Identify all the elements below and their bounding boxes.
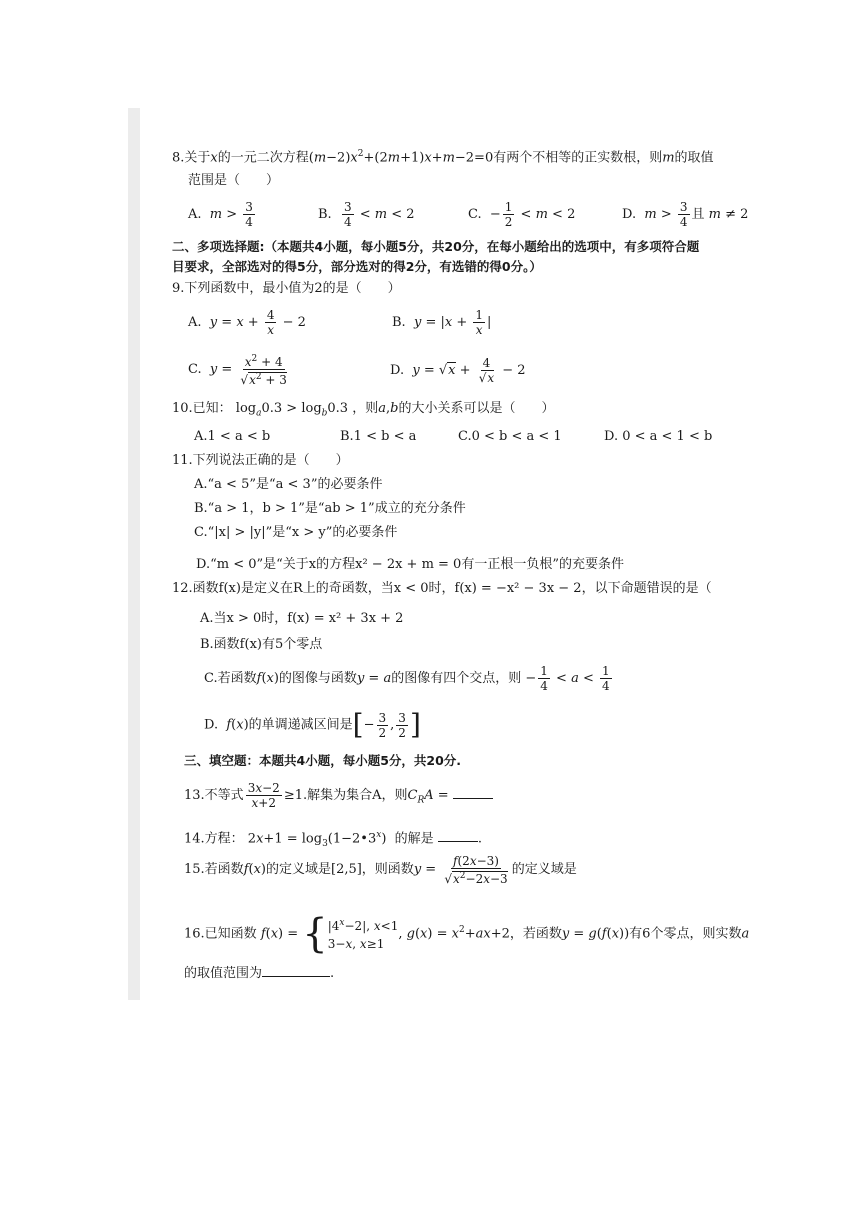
q10-option-d[interactable]: D. 0 < a < 1 < b	[604, 429, 713, 444]
q13-answer-blank[interactable]	[453, 786, 493, 799]
q11-option-c[interactable]: C.“|x| > |y|”是“x > y”的必要条件	[194, 525, 398, 540]
q10-stem: 10.已知： $\log_a0.3 > \log_b0.3$ ，则a,b的大小关系可以是（ ）	[172, 401, 555, 419]
q10-option-b[interactable]: B.1 < b < a	[340, 429, 417, 444]
q16-text-2: 的取值范围为 .	[184, 966, 335, 981]
page-edge-shadow	[128, 108, 140, 1000]
q9-option-a[interactable]: A. y = x + $\frac{4}{x}$ − 2	[188, 308, 306, 337]
q11-stem: 11.下列说法正确的是（ ）	[172, 453, 349, 468]
q9-option-c[interactable]: C. y = $\frac{x^2 + 4}{√x^2 + 3}$	[188, 354, 287, 387]
q11-option-a[interactable]: A.“a < 5”是“a < 3”的必要条件	[194, 477, 383, 492]
q8-option-d[interactable]: D. m > $\frac{3}{4}$ 且 m ≠ 2	[622, 200, 749, 229]
q14-text: 14.方程： $2x+1 = \log_3(1-2•3^x)$ 的解是 .	[184, 830, 482, 849]
q8-option-c[interactable]: C. − $\frac{1}{2}$ < m < 2	[468, 200, 576, 229]
q9-option-d[interactable]: D. y = √x + $\frac{4}{√x}$ − 2	[390, 356, 526, 385]
q12-option-c[interactable]: C.若函数f(x)的图像与函数y = a的图像有四个交点，则 − $\frac{1}{4}$ < a < $\frac{1}{4}$	[204, 664, 610, 693]
q15-text: 15.若函数f(x)的定义域是[2,5]，则函数y = $\frac{f(2x-3)}{√x^2-2x-3}$ 的定义域是	[184, 853, 577, 886]
section-3-heading: 三、填空题：本题共4小题，每小题5分，共20分.	[184, 753, 462, 768]
q8-stem-2: 范围是（ ）	[188, 173, 280, 188]
q8-stem: 8.关于x的一元二次方程$(m-2)x^2+(2m+1)x+m-2=0$有两个不相等的正实数根，则m的取值	[172, 149, 714, 166]
q14-answer-blank[interactable]	[438, 829, 478, 842]
q12-option-d[interactable]: D. f(x)的单调递减区间是[− $\frac{3}{2}$ , $\frac{3}{2}$ ]	[204, 708, 421, 741]
q11-option-d[interactable]: D.“m < 0”是“关于x的方程x² − 2x + m = 0有一正根一负根”的充要条件	[196, 557, 624, 572]
q10-option-c[interactable]: C.0 < b < a < 1	[458, 429, 562, 444]
section-2-heading-2: 目要求，全部选对的得5分，部分选对的得2分，有选错的得0分。）	[172, 259, 542, 274]
section-2-heading: 二、多项选择题:（本题共4小题，每小题5分，共20分，在每小题给出的选项中，有多项符合题	[172, 239, 700, 254]
q9-option-b[interactable]: B. y = |x + $\frac{1}{x}$ |	[392, 308, 492, 337]
q13-text: 13.不等式 $\frac{3x-2}{x+2}$ ≥1.解集为集合A，则$C_RA$ =	[184, 778, 493, 819]
q12-stem: 12.函数f(x)是定义在R上的奇函数，当x < 0时，f(x) = −x² − 3x − 2，以下命题错误的是（	[172, 581, 712, 596]
q16-answer-blank[interactable]	[262, 964, 330, 977]
q8-option-b[interactable]: B. $\frac{3}{4}$ < m < 2	[318, 200, 415, 229]
q9-stem: 9.下列函数中，最小值为2的是（ ）	[172, 281, 401, 296]
q8-option-a[interactable]: A. m > $\frac{3}{4}$	[188, 200, 253, 229]
q12-option-b[interactable]: B.函数f(x)有5个零点	[200, 637, 323, 652]
q11-option-b[interactable]: B.“a > 1，b > 1”是“ab > 1”成立的充分条件	[194, 501, 466, 516]
q10-option-a[interactable]: A.1 < a < b	[194, 429, 271, 444]
q16-text: 16.已知函数 f(x) = { $|4^x-2|$, x<1 3−x, x≥1 , $g(x) = x^2+ax+2$，若函数y = g(f(x))有6个零点，则实数a	[184, 910, 750, 957]
q12-option-a[interactable]: A.当x > 0时，f(x) = x² + 3x + 2	[200, 611, 404, 626]
